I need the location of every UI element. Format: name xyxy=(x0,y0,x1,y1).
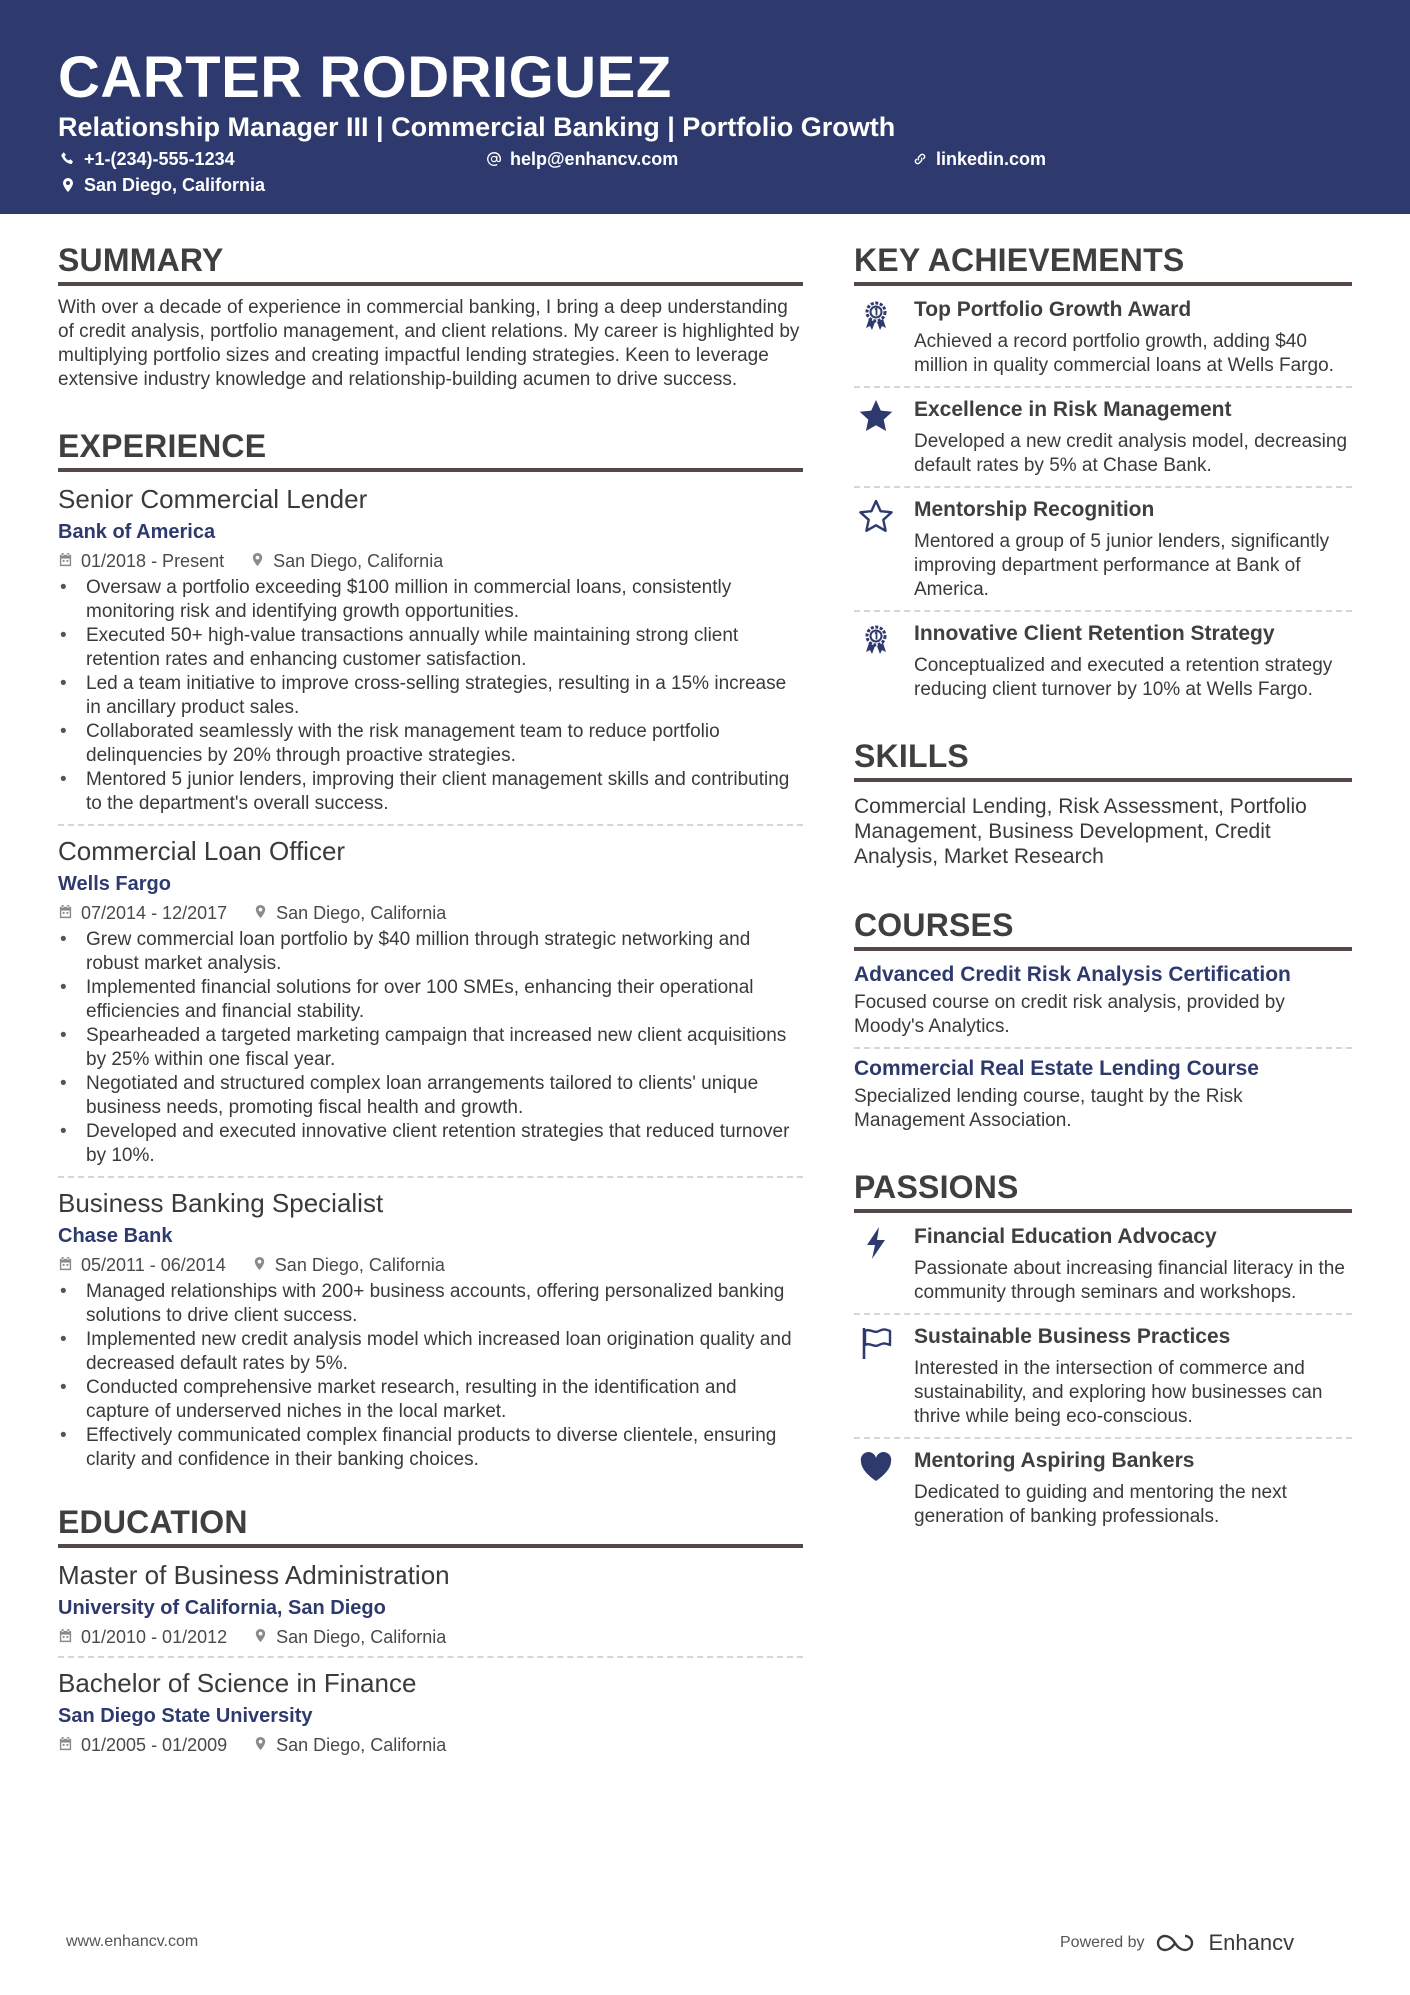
course-description: Focused course on credit risk analysis, provided by Moody's Analytics. xyxy=(854,992,1285,1037)
star-filled-icon xyxy=(854,396,914,478)
location-pin-icon xyxy=(60,177,76,193)
company-name: Chase Bank xyxy=(58,1225,173,1247)
entry-description: Developed a new credit analysis model, decreasing default rates by 5% at Chase Bank. xyxy=(914,431,1348,476)
at-icon xyxy=(486,151,502,167)
contact-linkedin[interactable] xyxy=(912,148,1046,170)
candidate-name: CARTER RODRIGUEZ xyxy=(58,45,672,110)
bullet-item: • Managed relationships with 200+ business accounts, offering personalized banking solutions to drive client success. xyxy=(58,1280,803,1328)
entry-title: Mentorship Recognition xyxy=(914,498,1155,521)
contact-location xyxy=(60,174,265,196)
passions-list xyxy=(854,1215,1352,1537)
linkedin-text: linkedin.com xyxy=(936,149,1047,169)
job-title: Commercial Loan Officer xyxy=(58,836,346,866)
lightning-icon xyxy=(854,1223,914,1305)
meta-row xyxy=(58,1252,803,1278)
education-section xyxy=(58,1502,803,1764)
dates-text: 01/2018 - Present xyxy=(81,551,225,571)
degree-title: Master of Business Administration xyxy=(58,1560,450,1590)
achievement-item xyxy=(854,388,1352,488)
achievement-item xyxy=(854,612,1352,710)
summary-heading: SUMMARY xyxy=(58,240,803,286)
dates-meta xyxy=(58,900,227,926)
contact-phone[interactable] xyxy=(60,148,235,170)
meta-row xyxy=(58,548,803,574)
experience-entry xyxy=(58,482,803,826)
brand-logo[interactable] xyxy=(1155,1930,1295,1956)
experience-entry xyxy=(58,1186,803,1480)
dates-meta xyxy=(58,1624,227,1650)
award-ribbon-icon xyxy=(854,620,914,702)
meta-row xyxy=(58,1624,803,1650)
course-item xyxy=(854,1049,1352,1141)
job-title: Business Banking Specialist xyxy=(58,1188,384,1218)
entry-body xyxy=(914,496,1352,602)
passions-heading: PASSIONS xyxy=(854,1167,1352,1213)
skills-section xyxy=(854,736,1352,869)
location-pin-icon xyxy=(253,1732,268,1758)
entry-title: Sustainable Business Practices xyxy=(914,1325,1231,1348)
entry-title: Innovative Client Retention Strategy xyxy=(914,622,1275,645)
course-item xyxy=(854,955,1352,1049)
calendar-icon xyxy=(58,1624,73,1650)
job-title: Senior Commercial Lender xyxy=(58,484,368,514)
meta-row xyxy=(58,1732,803,1758)
entry-description: Passionate about increasing financial literacy in the community through seminars and workshops. xyxy=(914,1258,1345,1303)
company-name: Wells Fargo xyxy=(58,873,171,895)
entry-body xyxy=(914,1447,1352,1529)
dates-text: 01/2010 - 01/2012 xyxy=(81,1627,228,1647)
entry-body xyxy=(914,620,1352,702)
bullet-item: • Spearheaded a targeted marketing campaign that increased new client acquisitions by 25% within one fiscal year. xyxy=(58,1024,803,1072)
entry-title: Financial Education Advocacy xyxy=(914,1225,1217,1248)
experience-heading: EXPERIENCE xyxy=(58,426,803,472)
achievements-list xyxy=(854,288,1352,710)
calendar-icon xyxy=(58,548,73,574)
passion-item xyxy=(854,1439,1352,1537)
star-outline-icon xyxy=(854,496,914,602)
courses-heading: COURSES xyxy=(854,905,1352,951)
bullet-item: • Collaborated seamlessly with the risk management team to reduce portfolio delinquencies by 20% through proactive strategies. xyxy=(58,720,803,768)
powered-by-label: Powered by xyxy=(1060,1934,1145,1951)
entry-description: Conceptualized and executed a retention strategy reducing client turnover by 10% at Wells Fargo. xyxy=(914,655,1333,700)
calendar-icon xyxy=(58,1732,73,1758)
bullet-item: • Conducted comprehensive market research, resulting in the identification and capture of underserved niches in the local market. xyxy=(58,1376,803,1424)
summary-section xyxy=(58,240,803,392)
course-title: Commercial Real Estate Lending Course xyxy=(854,1057,1259,1080)
passion-item xyxy=(854,1215,1352,1315)
passion-item xyxy=(854,1315,1352,1439)
bullet-item: • Led a team initiative to improve cross-selling strategies, resulting in a 15% increase in ancillary product sales. xyxy=(58,672,803,720)
calendar-icon xyxy=(58,1252,73,1278)
achievements-heading: KEY ACHIEVEMENTS xyxy=(854,240,1352,286)
dates-meta xyxy=(58,1252,226,1278)
bullet-item: • Implemented financial solutions for over 100 SMEs, enhancing their operational efficiencies and financial stability. xyxy=(58,976,803,1024)
dates-text: 05/2011 - 06/2014 xyxy=(81,1255,226,1275)
summary-text: With over a decade of experience in commercial banking, I bring a deep understanding of credit analysis, portfolio management, and client relations. My career is highlighted by multiplying portfolio sizes and creating impactful lending strategies. Keen to leverage extensive industry knowledge and relationship-building acumen to drive success. xyxy=(58,297,800,390)
location-pin-icon xyxy=(250,548,265,574)
location-text: San Diego, California xyxy=(276,1627,447,1647)
entry-body xyxy=(914,396,1352,478)
entry-description: Dedicated to guiding and mentoring the next generation of banking professionals. xyxy=(914,1482,1287,1527)
footer-branding xyxy=(1060,1930,1294,1956)
skills-text: Commercial Lending, Risk Assessment, Portfolio Management, Business Development, Credit Analysis, Market Research xyxy=(854,795,1307,868)
location-pin-icon xyxy=(252,1252,267,1278)
bullet-item: • Grew commercial loan portfolio by $40 million through strategic networking and robust market analysis. xyxy=(58,928,803,976)
entry-title: Mentoring Aspiring Bankers xyxy=(914,1449,1195,1472)
experience-section xyxy=(58,426,803,1480)
location-meta xyxy=(253,900,446,926)
entry-description: Mentored a group of 5 junior lenders, significantly improving department performance at Bank of America. xyxy=(914,531,1330,600)
dates-meta xyxy=(58,548,224,574)
education-entry xyxy=(58,1666,803,1764)
location-meta xyxy=(250,548,443,574)
education-entry xyxy=(58,1558,803,1658)
company-name: Bank of America xyxy=(58,521,216,543)
phone-icon xyxy=(60,151,76,167)
entry-body xyxy=(914,1323,1352,1429)
location-pin-icon xyxy=(253,900,268,926)
location-text: San Diego, California xyxy=(274,1255,445,1275)
calendar-icon xyxy=(58,900,73,926)
bullet-item: • Oversaw a portfolio exceeding $100 million in commercial loans, consistently monitoring risk and identifying growth opportunities. xyxy=(58,576,803,624)
entry-title: Top Portfolio Growth Award xyxy=(914,298,1192,321)
location-text: San Diego, California xyxy=(276,903,447,923)
entry-description: Achieved a record portfolio growth, adding $40 million in quality commercial loans at Wells Fargo. xyxy=(914,331,1334,376)
bullet-item: • Mentored 5 junior lenders, improving their client management skills and contributing to the department's overall success. xyxy=(58,768,803,816)
location-meta xyxy=(253,1732,446,1758)
email-text: help@enhancv.com xyxy=(510,149,679,169)
courses-section xyxy=(854,905,1352,1141)
left-column xyxy=(58,240,803,1772)
resume-header xyxy=(0,0,1410,214)
location-meta xyxy=(252,1252,445,1278)
bullet-item: • Implemented new credit analysis model which increased loan origination quality and decreased default rates by 5%. xyxy=(58,1328,803,1376)
entry-body xyxy=(914,296,1352,378)
bullet-list xyxy=(58,1280,803,1472)
bullet-item: • Executed 50+ high-value transactions annually while maintaining strong client retention rates and enhancing customer satisfaction. xyxy=(58,624,803,672)
achievement-item xyxy=(854,488,1352,612)
link-icon xyxy=(912,151,928,167)
brand-name: Enhancv xyxy=(1208,1930,1295,1955)
experience-entry xyxy=(58,834,803,1178)
entry-description: Interested in the intersection of commerce and sustainability, and exploring how businesses can thrive while being eco-conscious. xyxy=(914,1358,1323,1427)
flag-icon xyxy=(854,1323,914,1429)
degree-title: Bachelor of Science in Finance xyxy=(58,1668,417,1698)
experience-list xyxy=(58,482,803,1480)
phone-text: +1-(234)-555-1234 xyxy=(84,149,235,169)
education-heading: EDUCATION xyxy=(58,1502,803,1548)
location-text: San Diego, California xyxy=(276,1735,447,1755)
courses-list xyxy=(854,955,1352,1141)
entry-title: Excellence in Risk Management xyxy=(914,398,1232,421)
location-meta xyxy=(253,1624,446,1650)
school-name: San Diego State University xyxy=(58,1705,313,1727)
heart-icon xyxy=(854,1447,914,1529)
bullet-list xyxy=(58,576,803,816)
bullet-item: • Effectively communicated complex financial products to diverse clientele, ensuring clarity and confidence in their banking choices. xyxy=(58,1424,803,1472)
bullet-list xyxy=(58,928,803,1168)
award-ribbon-icon xyxy=(854,296,914,378)
passions-section xyxy=(854,1167,1352,1537)
dates-text: 07/2014 - 12/2017 xyxy=(81,903,228,923)
candidate-title: Relationship Manager III | Commercial Banking | Portfolio Growth xyxy=(58,112,896,142)
skills-heading: SKILLS xyxy=(854,736,1352,782)
education-list xyxy=(58,1558,803,1764)
contact-email[interactable] xyxy=(486,148,678,170)
course-title: Advanced Credit Risk Analysis Certification xyxy=(854,963,1291,986)
bullet-item: • Developed and executed innovative client retention strategies that reduced turnover by 10%. xyxy=(58,1120,803,1168)
achievements-section xyxy=(854,240,1352,710)
achievement-item xyxy=(854,288,1352,388)
enhancv-logo-icon xyxy=(1155,1932,1201,1954)
entry-body xyxy=(914,1223,1352,1305)
course-description: Specialized lending course, taught by the Risk Management Association. xyxy=(854,1086,1243,1131)
location-text: San Diego, California xyxy=(84,175,266,195)
location-pin-icon xyxy=(253,1624,268,1650)
dates-text: 01/2005 - 01/2009 xyxy=(81,1735,228,1755)
location-text: San Diego, California xyxy=(273,551,444,571)
meta-row xyxy=(58,900,803,926)
right-column xyxy=(854,240,1352,1537)
dates-meta xyxy=(58,1732,227,1758)
school-name: University of California, San Diego xyxy=(58,1597,386,1619)
bullet-item: • Negotiated and structured complex loan arrangements tailored to clients' unique business needs, promoting fiscal health and growth. xyxy=(58,1072,803,1120)
footer-website[interactable]: www.enhancv.com xyxy=(66,1933,199,1950)
